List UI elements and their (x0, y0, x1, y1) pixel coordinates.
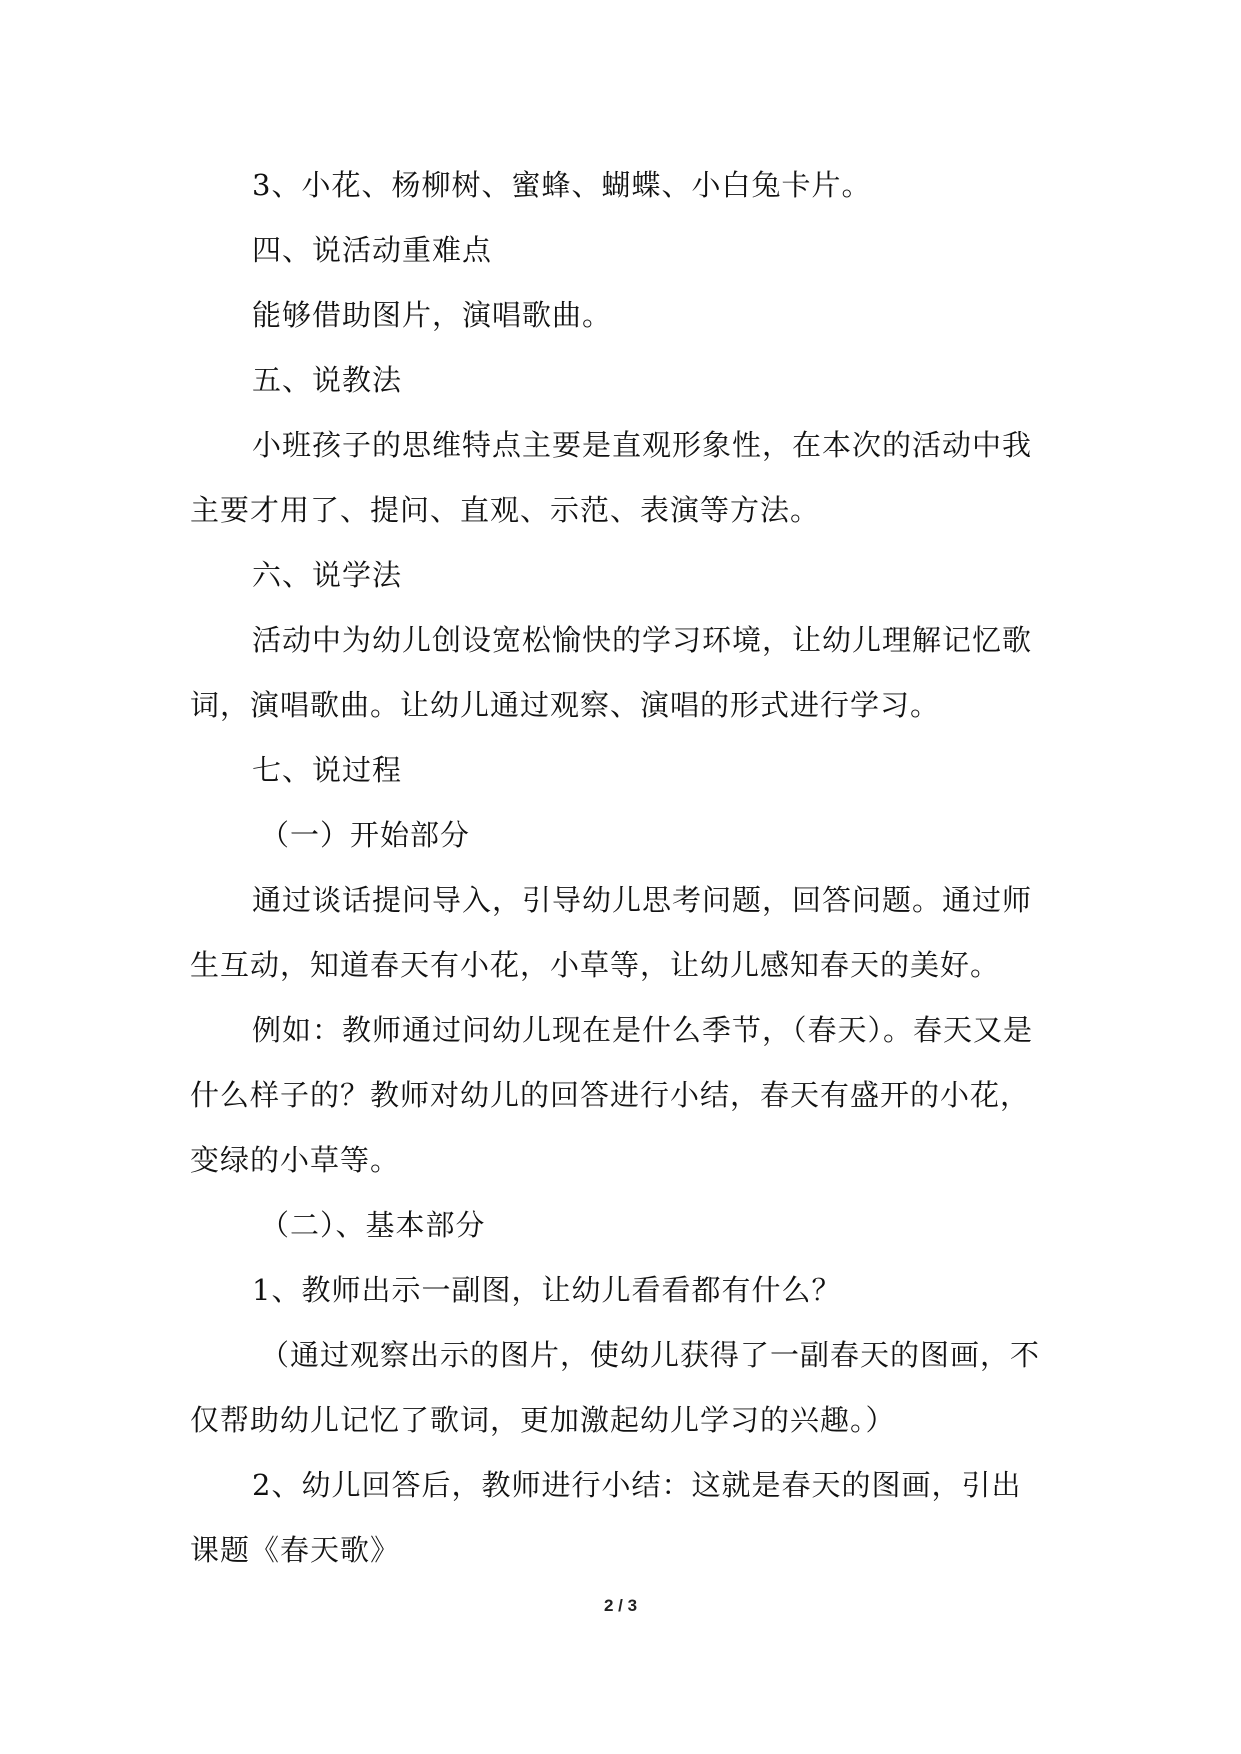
text-line: 活动中为幼儿创设宽松愉快的学习环境，让幼儿理解记忆歌 (252, 623, 1033, 657)
section-heading: 七、说过程 (252, 753, 403, 787)
text-line: 仅帮助幼儿记忆了歌词，更加激起幼儿学习的兴趣。） (190, 1403, 896, 1437)
subsection-heading: （二）、基本部分 (260, 1208, 486, 1242)
text-line: 词，演唱歌曲。让幼儿通过观察、演唱的形式进行学习。 (190, 688, 941, 722)
section-heading: 五、说教法 (252, 363, 403, 397)
text-line: 什么样子的？教师对幼儿的回答进行小结，春天有盛开的小花， (190, 1078, 1031, 1112)
page-number: 2 / 3 (603, 1596, 638, 1615)
text-line: 1、教师出示一副图，让幼儿看看都有什么？ (252, 1273, 842, 1307)
subsection-heading: （一）开始部分 (260, 818, 471, 852)
text-line: 2、幼儿回答后，教师进行小结：这就是春天的图画，引出 (252, 1468, 1022, 1502)
text-line: 3、小花、杨柳树、蜜蜂、蝴蝶、小白兔卡片。 (252, 168, 872, 202)
section-heading: 六、说学法 (252, 558, 403, 592)
text-line: 小班孩子的思维特点主要是直观形象性，在本次的活动中我 (252, 428, 1033, 462)
text-line: 例如：教师通过问幼儿现在是什么季节，（春天）。春天又是 (252, 1013, 1034, 1047)
text-line: 能够借助图片，演唱歌曲。 (252, 298, 613, 332)
text-line: 生互动，知道春天有小花，小草等，让幼儿感知春天的美好。 (190, 948, 1001, 982)
text-line: 通过谈话提问导入，引导幼儿思考问题，回答问题。通过师 (252, 883, 1033, 917)
section-heading: 四、说活动重难点 (252, 233, 493, 267)
text-line: 变绿的小草等。 (190, 1143, 401, 1177)
text-line: （通过观察出示的图片，使幼儿获得了一副春天的图画，不 (260, 1338, 1041, 1372)
text-line: 主要才用了、提问、直观、示范、表演等方法。 (190, 493, 821, 527)
text-line: 课题《春天歌》 (190, 1533, 401, 1567)
